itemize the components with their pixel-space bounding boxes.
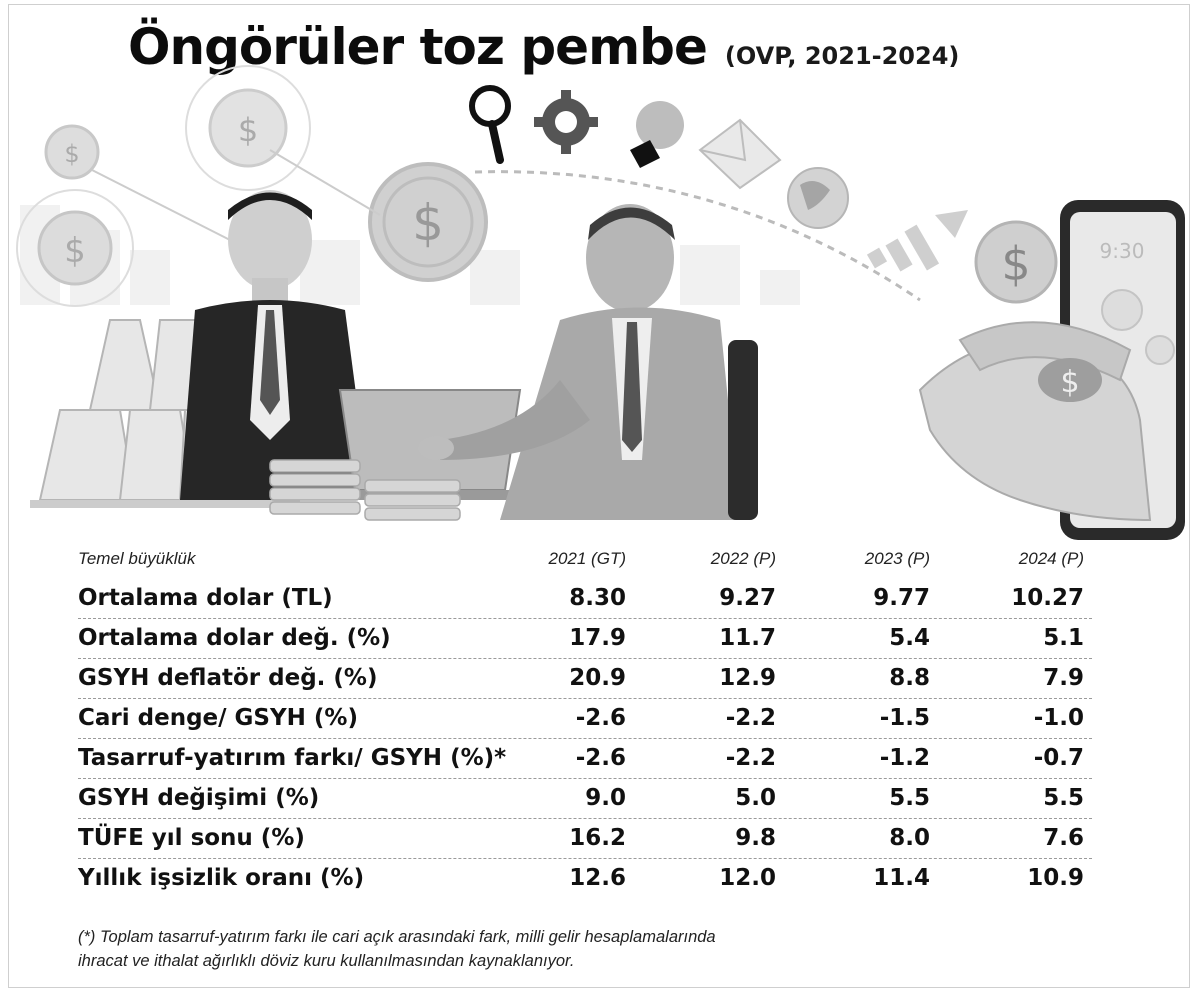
row-value: 12.6 [569, 865, 626, 891]
column-header-label: Temel büyüklük [78, 549, 196, 568]
row-value: 10.9 [1027, 865, 1084, 891]
svg-text:$: $ [64, 231, 86, 271]
row-value: 11.7 [719, 625, 776, 651]
row-value: 9.0 [585, 785, 626, 811]
svg-text:$: $ [412, 194, 444, 252]
column-header-2022: 2022 (P) [710, 549, 776, 568]
row-value: -0.7 [1033, 745, 1084, 771]
table-row [78, 779, 1092, 819]
row-value: 12.9 [719, 665, 776, 691]
row-label: Tasarruf-yatırım farkı/ GSYH (%)* [78, 745, 507, 771]
page-subtitle: (OVP, 2021-2024) [724, 42, 960, 70]
table-row [78, 739, 1092, 779]
footnote [78, 925, 898, 973]
row-label: GSYH deflatör değ. (%) [78, 665, 378, 691]
row-value: 5.5 [889, 785, 930, 811]
phone-clock: 9:30 [1099, 239, 1145, 263]
row-value: 9.27 [719, 585, 776, 611]
column-header-2021: 2021 (GT) [548, 549, 626, 568]
column-header-2023: 2023 (P) [864, 549, 930, 568]
row-value: -1.0 [1033, 705, 1084, 731]
row-label: GSYH değişimi (%) [78, 785, 320, 811]
globe-icon [788, 168, 848, 228]
envelope-icon [700, 120, 780, 188]
banknote-icon [920, 322, 1150, 520]
table-row [78, 859, 1092, 899]
footnote-line: (*) Toplam tasarruf-yatırım farkı ile cari açık arasındaki fark, milli gelir hesaplamalarında [78, 928, 716, 946]
row-value: 20.9 [569, 665, 626, 691]
svg-text:$: $ [64, 140, 80, 168]
row-value: 17.9 [569, 625, 626, 651]
row-value: 5.5 [1043, 785, 1084, 811]
row-value: 9.8 [735, 825, 776, 851]
row-value: -2.2 [725, 705, 776, 731]
row-value: 5.0 [735, 785, 776, 811]
growth-arrow-icon [867, 210, 968, 271]
lightbulb-icon [630, 101, 684, 168]
businessman-left [180, 190, 370, 500]
gear-icon [534, 90, 598, 154]
row-label: TÜFE yıl sonu (%) [78, 825, 305, 851]
table-row [78, 579, 1092, 619]
page-title: Öngörüler toz pembe [128, 18, 707, 76]
row-value: 9.77 [873, 585, 930, 611]
row-label: Yıllık işsizlik oranı (%) [78, 865, 365, 891]
row-value: 5.4 [889, 625, 930, 651]
row-label: Cari denge/ GSYH (%) [78, 705, 358, 731]
table-body [78, 579, 1092, 899]
svg-text:$: $ [237, 111, 259, 149]
row-value: 10.27 [1011, 585, 1084, 611]
table-row [78, 819, 1092, 859]
desk-left [30, 500, 300, 508]
svg-text:$: $ [1001, 237, 1031, 291]
row-value: 8.0 [889, 825, 930, 851]
footnote-line: ihracat ve ithalat ağırlıklı döviz kuru kullanılmasından kaynaklanıyor. [78, 952, 575, 970]
row-label: Ortalama dolar değ. (%) [78, 625, 391, 651]
row-value: 12.0 [719, 865, 776, 891]
row-value: 16.2 [569, 825, 626, 851]
row-value: 7.6 [1043, 825, 1084, 851]
row-value: -2.6 [575, 705, 626, 731]
magnifier-icon [472, 88, 508, 160]
table-row [78, 659, 1092, 699]
row-label: Ortalama dolar (TL) [78, 585, 333, 611]
dollar-coin-icon [39, 212, 111, 284]
table-header [78, 545, 1092, 579]
row-value: -1.5 [879, 705, 930, 731]
svg-text:$: $ [1060, 365, 1080, 400]
dollar-coin-icon [210, 90, 286, 166]
row-value: 8.30 [569, 585, 626, 611]
dollar-coin-icon [976, 222, 1056, 302]
row-value: 5.1 [1043, 625, 1084, 651]
forecast-table [78, 545, 1092, 899]
column-header-2024: 2024 (P) [1018, 549, 1084, 568]
row-value: 7.9 [1043, 665, 1084, 691]
table-row [78, 699, 1092, 739]
dollar-coin-icon [370, 164, 486, 280]
row-value: 11.4 [873, 865, 930, 891]
dollar-coin-icon [46, 126, 98, 178]
row-value: -2.2 [725, 745, 776, 771]
row-value: -2.6 [575, 745, 626, 771]
row-value: 8.8 [889, 665, 930, 691]
table-row [78, 619, 1092, 659]
row-value: -1.2 [879, 745, 930, 771]
